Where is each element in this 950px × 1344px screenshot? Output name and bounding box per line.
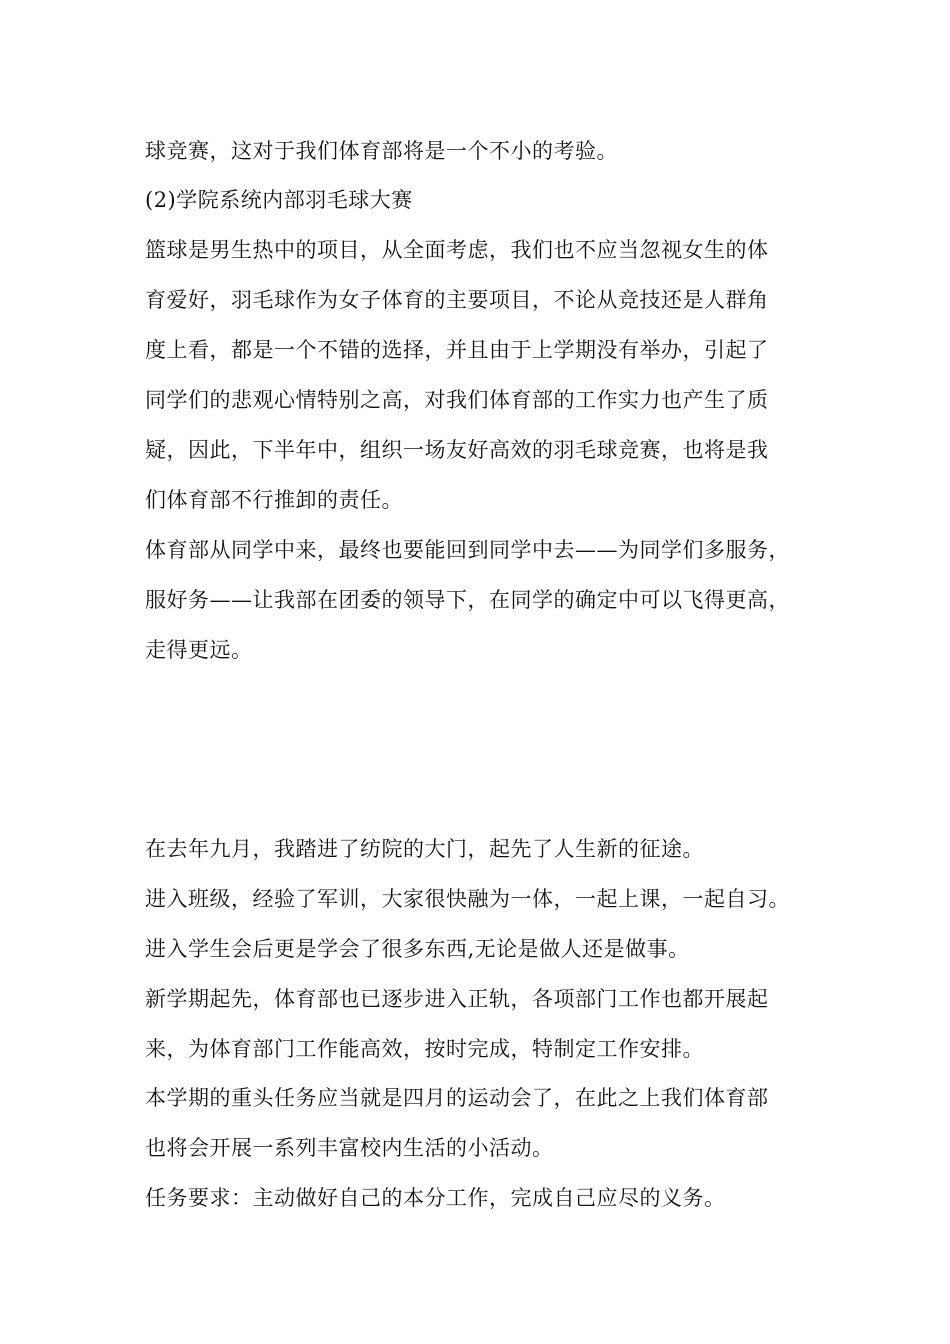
- text-line: 们体育部不行推卸的责任。: [145, 488, 403, 512]
- text-line: 走得更远。: [145, 638, 253, 662]
- text-line: 球竞赛，这对于我们体育部将是一个不小的考验。: [145, 139, 618, 163]
- text-line: (2)学院系统内部羽毛球大赛: [145, 188, 413, 212]
- text-line: 也将会开展一系列丰富校内生活的小活动。: [145, 1136, 554, 1160]
- text-line: 本学期的重头任务应当就是四月的运动会了，在此之上我们体育部: [145, 1086, 769, 1110]
- text-line: 篮球是男生热中的项目，从全面考虑，我们也不应当忽视女生的体: [145, 238, 769, 262]
- text-line: 新学期起先，体育部也已逐步进入正轨，各项部门工作也都开展起: [145, 987, 769, 1011]
- text-line: 在去年九月，我踏进了纺院的大门，起先了人生新的征途。: [145, 837, 704, 861]
- text-line: 来，为体育部门工作能高效，按时完成，特制定工作安排。: [145, 1037, 704, 1061]
- text-line: 服好务——让我部在团委的领导下，在同学的确定中可以飞得更高，: [145, 588, 790, 612]
- text-line: 育爱好，羽毛球作为女子体育的主要项目，不论从竞技还是人群角: [145, 288, 769, 312]
- text-line: 进入学生会后更是学会了很多东西,无论是做人还是做事。: [145, 937, 690, 961]
- text-line: 同学们的悲观心情特别之高，对我们体育部的工作实力也产生了质: [145, 388, 769, 412]
- text-line: 体育部从同学中来，最终也要能回到同学中去——为同学们多服务，: [145, 538, 790, 562]
- text-line: 度上看，都是一个不错的选择，并且由于上学期没有举办，引起了: [145, 338, 769, 362]
- text-line: 进入班级，经验了军训，大家很快融为一体，一起上课，一起自习。: [145, 887, 790, 911]
- text-line: 疑，因此，下半年中，组织一场友好高效的羽毛球竞赛，也将是我: [145, 438, 769, 462]
- text-line: 任务要求：主动做好自己的本分工作，完成自己应尽的义务。: [145, 1186, 726, 1210]
